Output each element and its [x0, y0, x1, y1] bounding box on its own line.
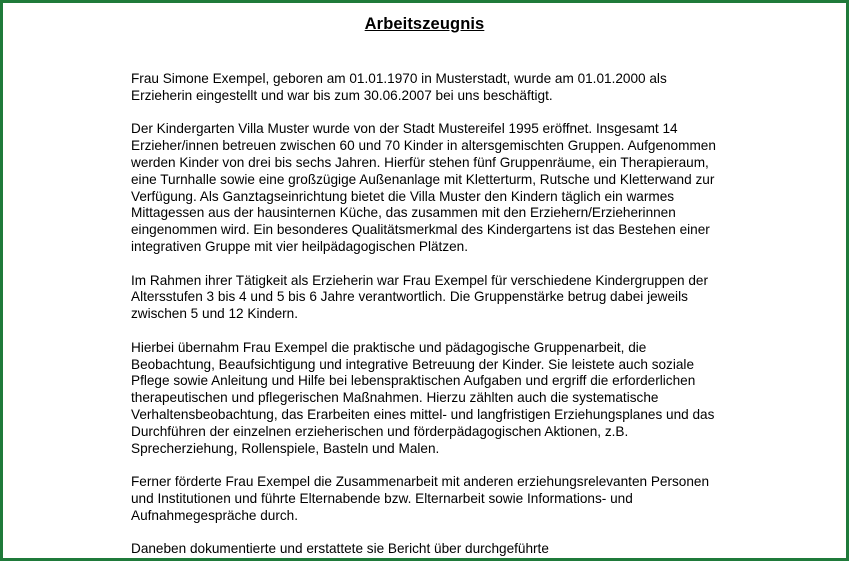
paragraph-documentation: Daneben dokumentierte und erstattete sie Bericht über durchgeführte: [131, 541, 549, 557]
paragraph-responsibilities: Im Rahmen ihrer Tätigkeit als Erzieherin war Frau Exempel für verschiedene Kindergruppen der Altersstufen 3 bis 4 und 5 bis 6 Jahre verantwortlich. Die Gruppenstärke betrug dabei jeweils zwischen 5 und 12 Kindern.: [131, 272, 708, 322]
paragraph-tasks: Hierbei übernahm Frau Exempel die praktische und pädagogische Gruppenarbeit, die Beobachtung, Beaufsichtigung und integrative Betreuung der Kinder. Sie leistete auch soziale Pflege sowie Anleitung und Hilfe bei lebenspraktischen Aufgaben und ergriff die erforderlichen therapeutischen und pflegerischen Maßnahmen. Hierzu zählten auch die systematische Verhaltensbeobachtung, das Erarbeiten eines mittel- und langfristigen Erziehungsplanes und das Durchführen der einzelnen erzieherischen und förderpädagogischen Aktionen, z.B. Sprecherziehung, Rollenspiele, Basteln und Malen.: [131, 339, 715, 456]
document-body: [131, 71, 731, 561]
document-title: Arbeitszeugnis: [364, 15, 485, 33]
paragraph-kindergarten-description: Der Kindergarten Villa Muster wurde von der Stadt Mustereifel 1995 eröffnet. Insgesamt 14 Erzieher/innen betreuen zwischen 60 und 70 Kinder in altersgemischten Gruppen. Aufgenommen werden Kinder von drei bis sechs Jahren. Hierfür stehen fünf Gruppenräume, ein Therapieraum, eine Turnhalle sowie eine großzügige Außenanlage mit Kletterturm, Rutsche und Kletterwand zur Verfügung. Als Ganztagseinrichtung bietet die Villa Muster den Kindern täglich ein warmes Mittagessen aus der hausinternen Küche, das zusammen mit den Erziehern/Erzieherinnen eingenommen wird. Ein besonderes Qualitätsmerkmal des Kindergartens ist das Bestehen einer integrativen Gruppe mit vier heilpädagogischen Plätzen.: [131, 121, 716, 254]
paragraph-employment: Frau Simone Exempel, geboren am 01.01.1970 in Musterstadt, wurde am 01.01.2000 als Erzieherin eingestellt und war bis zum 30.06.2007 bei uns beschäftigt.: [131, 71, 667, 103]
paragraph-cooperation: Ferner förderte Frau Exempel die Zusammenarbeit mit anderen erziehungsrelevanten Personen und Institutionen und führte Elternabende bzw. Elternarbeit sowie Informations- und Aufnahmegespräche durch.: [131, 474, 710, 523]
